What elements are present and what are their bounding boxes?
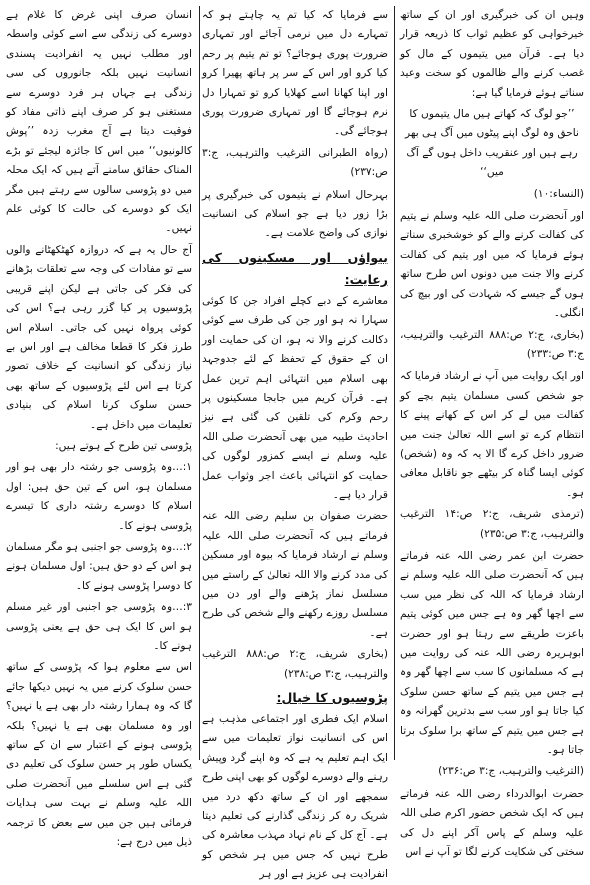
paragraph: سے فرمایا کہ کیا تم یہ چاہتے ہو کہ تمہارے دل میں نرمی آجائے اور تمہاری ضرورت پوری ہوجائے؟ تو تم یتیم پر رحم کیا کرو اور اس کے سر پر ہاتھ پھیرا کرو اور اپنا کھانا اسے کھلایا کرو تو تمہارا دل نرم ہوجائے گا اور تمہاری ضرورت پوری ہوجائے گی۔ [202, 9, 388, 138]
citation: (بخاری شریف، ج:۲ ص:۸۸۸ الترغیب والترہیب، ج:۳ ص:۲۳۸) [202, 648, 388, 680]
paragraph: اور ایک روایت میں آپ نے ارشاد فرمایا کہ جو شخص کسی مسلمان یتیم بچے کو کفالت میں لے کر اس کے کھانے پینے کا انتظام کرے تو اسے اللہ تعالیٰ جنت میں ضرور داخل کرے گا الا یہ کہ وہ (شخص) کوئی ایسا گناہ کر بیٹھے جو ناقابل معافی ہو۔ [400, 370, 584, 499]
left-column [6, 6, 192, 849]
paragraph: انسان صرف اپنی غرض کا غلام ہے دوسرے کی زندگی سے اسے کوئی واسطہ اور مطلب نہیں یہ انفرادیت پسندی انسانیت نہیں بلکہ جانوروں کی سی زندگی ہے جہاں ہر فرد دوسرے سے مستغنی ہو کر صرف اپنے ذاتی مفاد کو فوقیت دیتا ہے آج مغرب زدہ ’’پوش کالونیوں‘‘ میں اس کا جائزہ لیجئے تو بڑے المناک حقائق سامنے آتے ہیں کہ ایک محلہ میں دو پڑوسی سالوں سے رہتے ہیں مگر ایک کو دوسرے کی حالت کا کوئی علم نہیں۔ [6, 9, 192, 235]
paragraph: آج حال یہ ہے کہ دروازہ کھٹکھٹانے والوں سے تو مفادات کی وجہ سے تعلقات بڑھانے کی فکر کی جاتی ہے لیکن اپنے قریبی پڑوسیوں پر کیا گزر رہی ہے؟ اس کی کوئی پرواہ نہیں کی جاتی۔ اسلام اس طرز فکر کا قطعا مخالف ہے اور اس بے نیاز زندگی کو انسانیت کے خلاف تصور کرتا ہے اس لئے پڑوسیوں کے ساتھ بھی حسن سلوک کرنا اسلام کی بنیادی تعلیمات میں داخل ہے۔ [6, 243, 192, 431]
citation: (بخاری، ج:۲ ص:۸۸۸ الترغیب والترہیب، ج:۳ ص:۲۳۳) [400, 328, 584, 360]
paragraph: اور آنحضرت صلی اللہ علیہ وسلم نے یتیم کی کفالت کرنے والے کو خوشخبری سناتے ہوئے فرمایا کہ میں اور یتیم کی کفالت کرنے والا جنت میں دونوں اس طرح ساتھ ہوں گے جیسے کہ شہادت کی اور بیچ کی انگلی۔ [400, 210, 584, 320]
paragraph: اسلام ایک فطری اور اجتماعی مذہب ہے اس کی انسانیت نواز تعلیمات میں سے ایک اہم تعلیم یہ ہے کہ وہ اپنے گرد وپیش رہنے والے دوسرے لوگوں کو بھی اپنی طرح سمجھے اور ان کے ساتھ دکھ درد میں شریک رہ کر زندگی گذارنے کی تعلیم دیتا ہے۔ آج کل کے نام نہاد مہذب معاشرہ کی طرح نہیں کہ جس میں ہر شخص کو انفرادیت ہی عزیز ہے اور ہر [202, 713, 388, 881]
paragraph: اس سے معلوم ہوا کہ پڑوسی کے ساتھ حسن سلوک کرنے میں یہ نہیں دیکھا جائے گا کہ وہ ہمارا رشتہ دار بھی ہے یا نہیں؟ اور وہ مسلمان بھی ہے یا نہیں؟ بلکہ پڑوسی ہونے کے اعتبار سے ان کے ساتھ یکساں طور پر حسن سلوک کی تعلیم دی گئی ہے اس سلسلے میں آنحضرت صلی اللہ علیہ وسلم نے بہت سی ہدایات فرمائی ہیں جن میں سے بعض کا ترجمہ ذیل میں درج ہے: [6, 661, 192, 849]
citation: (النساء:۱۰) [533, 187, 584, 200]
column-divider-left [199, 6, 200, 760]
section-heading: بیواؤں اور مسکینوں کی رعایت: [202, 249, 388, 287]
middle-column [202, 6, 388, 881]
paragraph: حضرت ابن عمر رضی اللہ عنہ فرماتے ہیں کہ آنحضرت صلی اللہ علیہ وسلم نے ارشاد فرمایا کہ اللہ کی نظر میں سب سے اچھا گھر وہ ہے جس میں کوئی یتیم باعزت طریقے سے رہتا ہو اور حضرت ابوہریرہ رضی اللہ عنہ کی روایت میں ہے کہ مسلمانوں کا سب سے اچھا گھر وہ ہے جس میں یتیم کے ساتھ حسن سلوک کیا جاتا ہو اور سب سے بدترین گھرانہ وہ ہے جس میں یتیم کے ساتھ برا سلوک برتا جاتا ہو۔ [400, 549, 584, 757]
list-item: ۲:…وہ پڑوسی جو اجنبی ہو مگر مسلمان ہو اس کے دو حق ہیں: اول مسلمان ہونے کا دوسرا پڑوسی ہونے کا۔ [6, 540, 192, 592]
list-item: ۱:…وہ پڑوسی جو رشتہ دار بھی ہو اور مسلمان ہو، اس کے تین حق ہیں: اول اسلام کا دوسرے رشتہ داری کا تیسرے پڑوسی ہونے کا۔ [6, 461, 192, 532]
section-heading: پڑوسیوں کا خیال: [276, 690, 388, 705]
column-divider-right [394, 6, 395, 760]
paragraph: حضرت صفوان بن سلیم رضی اللہ عنہ فرماتے ہیں کہ آنحضرت صلی اللہ علیہ وسلم نے ارشاد فرمایا کہ بیوہ اور مسکین کی مدد کرنے والا اللہ تعالیٰ کے راستے میں مسلسل نماز پڑھنے والے اور دن میں مسلسل روزے رکھنے والے شخص کی طرح ہے۔ [202, 510, 388, 639]
paragraph: پڑوسی تین طرح کے ہوتے ہیں: [55, 439, 192, 452]
paragraph: بہرحال اسلام نے یتیموں کی خبرگیری پر بڑا زور دیا ہے جو اسلام کی انسانیت نوازی کی واضح علامت ہے۔ [202, 188, 388, 240]
citation: (ترمذی شریف، ج:۲ ص:۱۴ الترغیب والترہیب، ج:۳ ص:۲۳۵) [400, 508, 584, 540]
right-column [400, 6, 584, 859]
quran-quote: ’’جو لوگ کہ کھاتے ہیں مال یتیموں کا ناحق وہ لوگ اپنے پیٹوں میں آگ ہی بھر رہے ہیں اور عنقریب داخل ہوں گے آگ میں‘‘ [405, 108, 579, 179]
paragraph: معاشرے کے دبے کچلے افراد جن کا کوئی سہارا نہ ہو اور جن کی طرف سے کوئی دکالت کرنے والا نہ ہو، ان کی حمایت اور ان کے حقوق کے تحفظ کے لئے جدوجہد بھی اسلام میں انتہائی اہم ترین عمل ہے۔ قرآن کریم میں جابجا مسکینوں پر رحم وکرم کی تلقین کی گئی ہے نیز احادیث طیبہ میں بھی آنحضرت صلی اللہ علیہ وسلم نے ایسے کمزور لوگوں کی حمایت کو انتہائی باعث اجر وثواب عمل قرار دیا ہے۔ [202, 294, 388, 501]
paragraph: وہیں ان کی خبرگیری اور ان کے ساتھ خیرخواہی کو عظیم ثواب کا ذریعہ قرار دیا ہے۔ قرآن میں یتیموں کے مال کو غصب کرنے والے ظالموں کو سخت وعید سناتے ہوئے فرمایا گیا ہے: [400, 9, 584, 99]
paragraph: حضرت ابوالدرداء رضی اللہ عنہ فرماتے ہیں کہ ایک شخص حضور اکرم صلی اللہ علیہ وسلم کے پاس آکر اپنے دل کی سختی کی شکایت کرنے لگا تو آپ نے اس [400, 787, 584, 859]
citation: (رواہ الطبرانی الترغیب والترہیب، ج:۳ ص:۲۳۷) [202, 146, 388, 179]
citation: (الترغیب والترہیب، ج:۳ ص:۲۳۶) [438, 765, 584, 778]
list-item: ۳:…وہ پڑوسی جو اجنبی اور غیر مسلم ہو اس کا ایک ہی حق ہے یعنی پڑوسی ہونے کا۔ [6, 601, 192, 652]
